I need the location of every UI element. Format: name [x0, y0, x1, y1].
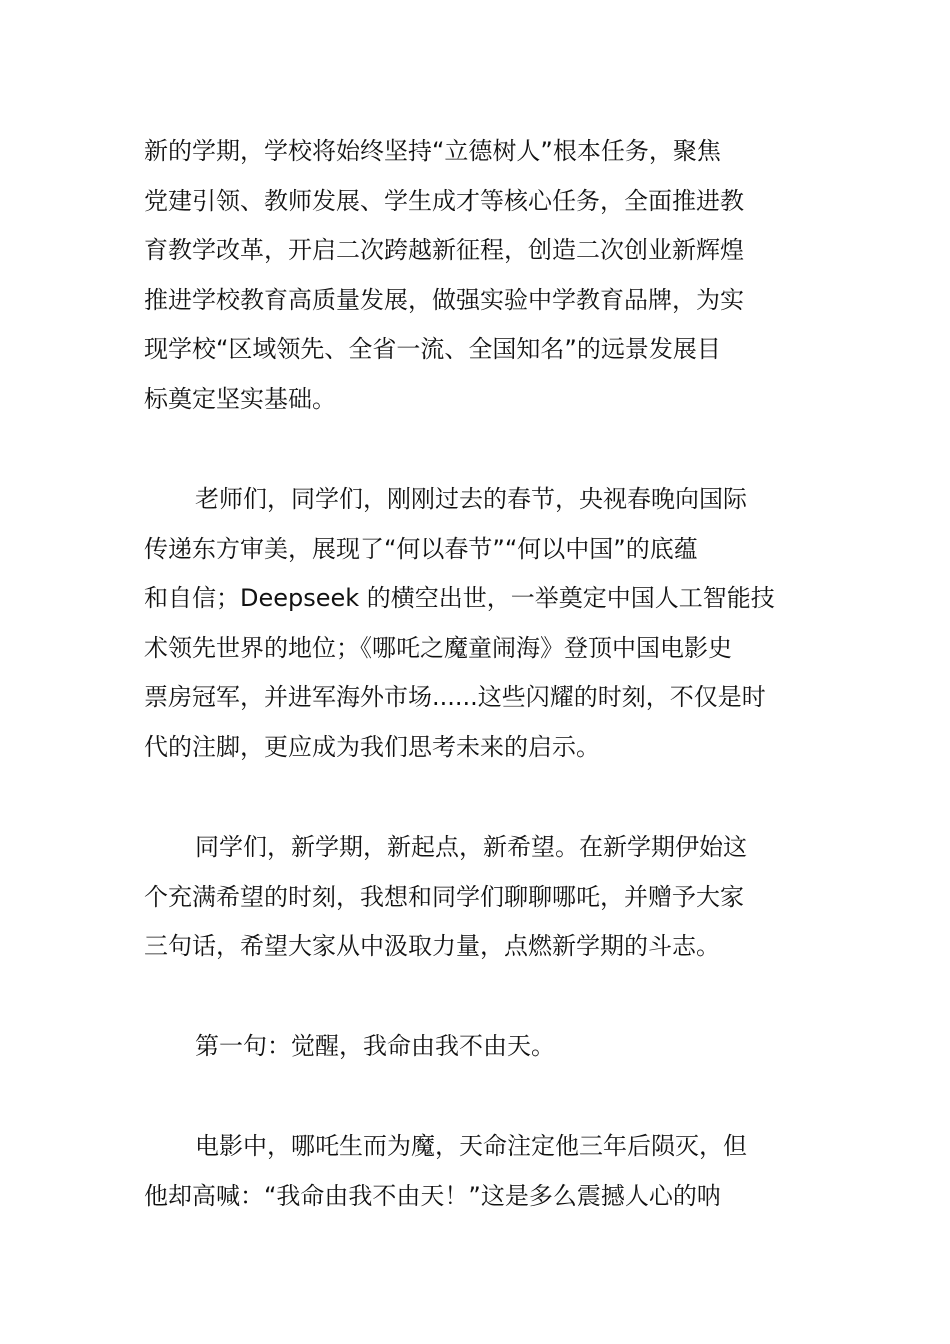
text-line: 代的注脚，更应成为我们思考未来的启示。 [144, 732, 600, 761]
text-line: 第一句：觉醒，我命由我不由天。 [195, 1032, 555, 1060]
paragraph-new-semester [144, 823, 808, 972]
text-line: 他却高喊：“我命由我不由天！”这是多么震撼人心的呐 [144, 1181, 721, 1210]
text-line: 票房冠军，并进军海外市场......这些闪耀的时刻，不仅是时 [144, 683, 766, 711]
text-line: 党建引领、教师发展、学生成才等核心任务，全面推进教 [144, 186, 744, 215]
text-line: 传递东方审美，展现了“何以春节”“何以中国”的底蕴 [144, 534, 698, 563]
paragraph-spring-festival [144, 475, 808, 772]
text-line: 同学们，新学期，新起点，新希望。在新学期伊始这 [195, 833, 747, 861]
text-line: 育教学改革，开启二次跨越新征程，创造二次创业新辉煌 [144, 236, 744, 264]
text-line: 新的学期，学校将始终坚持“立德树人”根本任务，聚焦 [144, 137, 721, 165]
text-line: 标奠定坚实基础。 [144, 384, 336, 413]
text-line: 三句话，希望大家从中汲取力量，点燃新学期的斗志。 [144, 932, 720, 960]
paragraph-movie [144, 1122, 808, 1221]
text-line: 术领先世界的地位；《哪吒之魔童闹海》登顶中国电影史 [144, 633, 732, 662]
paragraph-first-sentence [144, 1022, 808, 1072]
text-line: 和自信；Deepseek 的横空出世，一举奠定中国人工智能技 [144, 584, 775, 612]
text-line: 个充满希望的时刻，我想和同学们聊聊哪吒，并赠予大家 [144, 882, 744, 911]
text-line: 推进学校教育高质量发展，做强实验中学教育品牌，为实 [144, 285, 744, 314]
text-line: 电影中，哪吒生而为魔，天命注定他三年后陨灭，但 [195, 1132, 747, 1160]
text-line: 老师们，同学们，刚刚过去的春节，央视春晚向国际 [195, 485, 747, 513]
paragraph-intro [144, 127, 808, 424]
text-line: 现学校“区域领先、全省一流、全国知名”的远景发展目 [144, 335, 721, 363]
